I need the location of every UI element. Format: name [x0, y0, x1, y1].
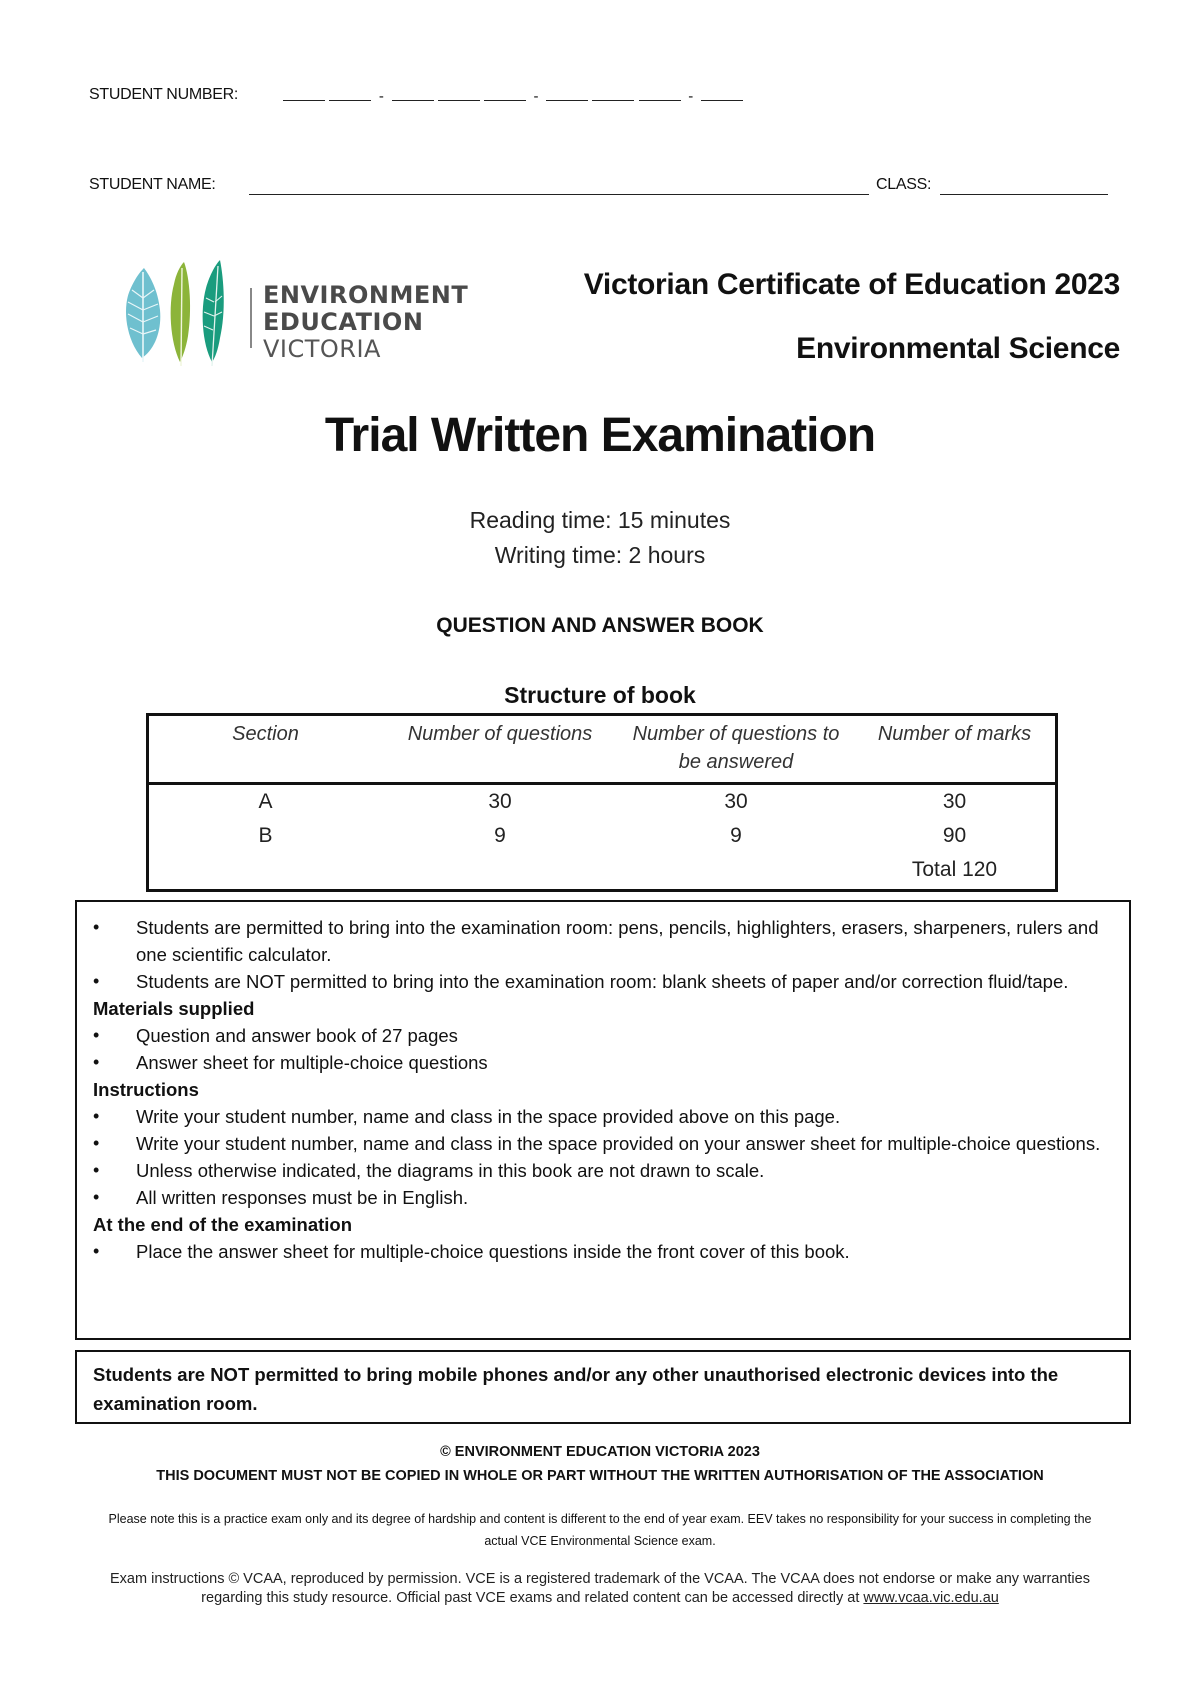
structure-table — [146, 713, 1058, 892]
materials-heading: Materials supplied — [93, 998, 255, 1019]
logo-line-1: ENVIRONMENT — [263, 281, 469, 309]
logo-line-3: VICTORIA — [263, 335, 381, 363]
class-label: CLASS: — [876, 176, 932, 193]
vcaa-notice: Exam instructions © VCAA, reproduced by permission. VCE is a registered trademark of the VCAA. The VCAA does not endorse or make any warranties regarding this study resource. Official past VCE exams and related content can be accessed directly at www.vcaa.vic.edu.au — [110, 1571, 1090, 1606]
structure-header-row — [148, 715, 1057, 784]
list-item: • Write your student number, name and class in the space provided on your answer sheet for multiple-choice questions. — [77, 1130, 1129, 1157]
book-type: QUESTION AND ANSWER BOOK — [436, 614, 764, 637]
list-item: • Place the answer sheet for multiple-choice questions inside the front cover of this book. — [77, 1238, 1129, 1265]
instructions-heading: Instructions — [93, 1079, 199, 1100]
total-row — [148, 853, 1057, 891]
list-item: • All written responses must be in English. — [77, 1184, 1129, 1211]
certificate-title: Victorian Certificate of Education 2023 — [583, 268, 1120, 301]
list-item: • Question and answer book of 27 pages — [77, 1022, 1129, 1049]
cell-section: B — [258, 824, 273, 847]
vcaa-link[interactable]: www.vcaa.vic.edu.au — [863, 1590, 999, 1606]
student-name-label: STUDENT NAME: — [89, 176, 216, 193]
list-item: • Write your student number, name and class in the space provided above on this page. — [77, 1103, 1129, 1130]
practice-note: Please note this is a practice exam only and its degree of hardship and content is different to the end of year exam. EEV takes no responsibility for your success in completing the actual VCE Environmental Science exam. — [108, 1512, 1092, 1548]
cell-answered: 30 — [724, 790, 748, 813]
list-item: • Answer sheet for multiple-choice questions — [77, 1049, 1129, 1076]
end-list — [77, 1238, 1129, 1265]
eev-logo — [120, 258, 480, 368]
exam-title: Trial Written Examination — [324, 409, 876, 462]
list-item: • Students are permitted to bring into the examination room: pens, pencils, highlighters, erasers, sharpeners, rulers and one scientific calculator. — [77, 914, 1129, 968]
instructions-box — [75, 900, 1131, 1340]
logo-line-2: EDUCATION — [263, 308, 424, 336]
end-heading: At the end of the examination — [93, 1214, 353, 1235]
total-marks: Total 120 — [911, 858, 998, 881]
cell-questions: 30 — [488, 790, 512, 813]
permitted-list — [77, 914, 1129, 995]
col-answered: Number of questions to be answered — [618, 715, 854, 784]
class-field[interactable] — [940, 176, 1108, 195]
student-number-row — [89, 86, 238, 104]
table-row — [148, 819, 1057, 853]
student-name-field[interactable] — [249, 176, 869, 195]
reading-time: Reading time: 15 minutes — [469, 507, 731, 533]
list-item: • Students are NOT permitted to bring into the examination room: blank sheets of paper and/or correction fluid/tape. — [77, 968, 1129, 995]
materials-list — [77, 1022, 1129, 1076]
copyright: © ENVIRONMENT EDUCATION VICTORIA 2023 — [440, 1444, 760, 1460]
structure-title: Structure of book — [504, 682, 696, 708]
cell-questions: 9 — [494, 824, 506, 847]
col-section: Section — [148, 715, 383, 784]
student-number-blanks[interactable]: - - - — [283, 86, 743, 105]
cell-marks: 90 — [942, 824, 967, 847]
student-number-label: STUDENT NUMBER: — [89, 86, 238, 103]
cell-answered: 9 — [730, 824, 742, 847]
subject-title: Environmental Science — [796, 332, 1120, 365]
list-item: • Unless otherwise indicated, the diagrams in this book are not drawn to scale. — [77, 1157, 1129, 1184]
leaves-icon — [120, 258, 232, 368]
cell-marks: 30 — [942, 790, 967, 813]
col-marks: Number of marks — [854, 715, 1057, 784]
logo-divider — [250, 288, 252, 348]
col-questions: Number of questions — [382, 715, 618, 784]
cell-section: A — [258, 790, 273, 813]
table-row — [148, 784, 1057, 820]
warning-text: Students are NOT permitted to bring mobile phones and/or any other unauthorised electronic devices into the examination room. — [93, 1364, 1059, 1414]
writing-time: Writing time: 2 hours — [494, 542, 706, 568]
instructions-list — [77, 1103, 1129, 1211]
copy-notice: THIS DOCUMENT MUST NOT BE COPIED IN WHOLE OR PART WITHOUT THE WRITTEN AUTHORISATION OF THE ASSOCIATION — [156, 1468, 1044, 1484]
warning-box — [75, 1350, 1131, 1424]
